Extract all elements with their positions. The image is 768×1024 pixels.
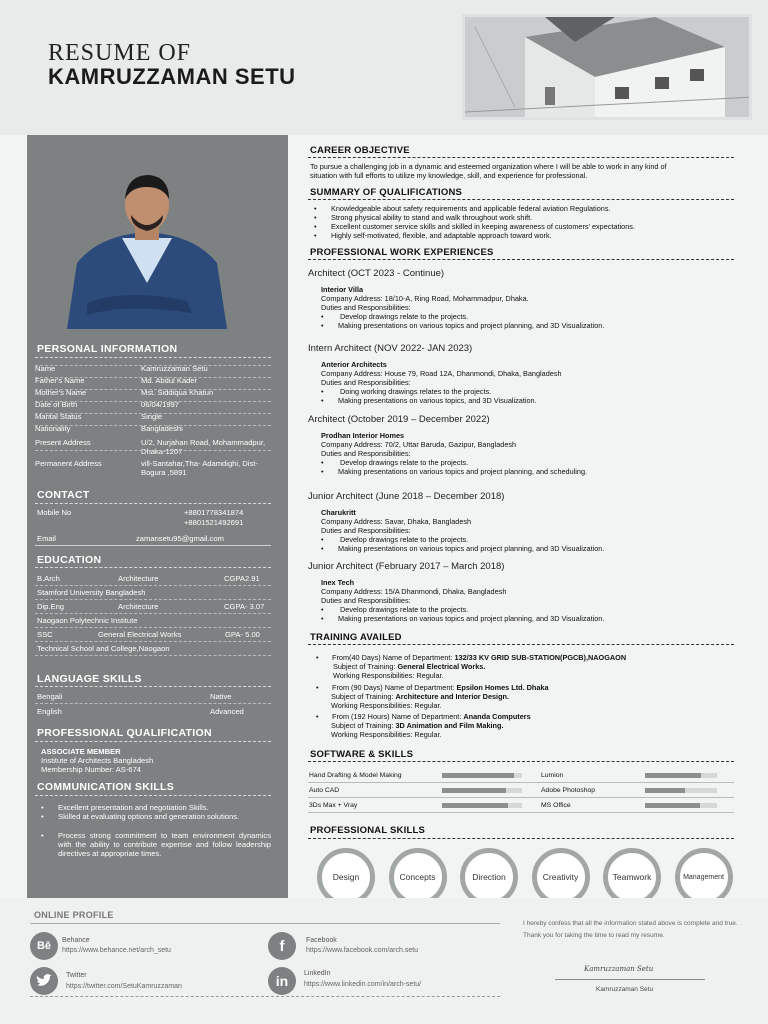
bullet: • (314, 213, 317, 222)
mobile-number-1: +8801778341874 (184, 508, 244, 517)
skill-level-fill (645, 803, 700, 808)
behance-link[interactable]: https://www.behance.net/arch_setu (62, 947, 171, 954)
job-title: Junior Architect (February 2017 – March 2018) (308, 561, 505, 572)
skill-level-bar (645, 773, 717, 778)
email-value[interactable]: zamansetu95@gmail.com (136, 534, 224, 543)
linkedin-label: LinkedIn (304, 970, 331, 977)
degree-result: CGPA- 3.07 (224, 602, 265, 611)
contact-heading: CONTACT (37, 489, 90, 501)
bullet: • (321, 544, 324, 553)
degree-result: GPA- 5.00 (225, 630, 260, 639)
field-value: Kamruzzaman Setu (141, 364, 208, 373)
objective-text: To pursue a challenging job in a dynamic and esteemed organization where I will be able to work in any kind of (310, 162, 667, 171)
skill-circle-concepts: Concepts (389, 848, 447, 906)
degree-name: Dip.Eng (37, 602, 65, 611)
institute-name: Technical School and College,Naogaon (37, 644, 170, 653)
duty-item: Develop drawings relate to the projects. (340, 458, 469, 467)
company-address: Company Address: House 79, Road 12A, Dhanmondi, Dhaka, Bangladesh (321, 369, 562, 378)
signer-name: Kamruzzaman Setu (596, 986, 654, 993)
subject-name: General Electrical Works. (397, 662, 486, 671)
bullet: • (321, 605, 324, 614)
communication-heading: COMMUNICATION SKILLS (37, 781, 175, 793)
row-divider (35, 627, 271, 628)
divider (35, 567, 271, 568)
facebook-link[interactable]: https://www.facebook.com/arch.setu (306, 947, 419, 954)
duties-label: Duties and Responsibilities: (321, 303, 411, 312)
field-label: Present Address (35, 438, 91, 447)
divider (35, 741, 271, 742)
software-name: MS Office (541, 802, 571, 809)
company-address: Company Address: 70/2, Uttar Baruda, Gazipur, Bangladesh (321, 440, 517, 449)
training-responsibility: Working Responsibilities: Regular. (331, 730, 442, 739)
duties-label: Duties and Responsibilities: (321, 449, 411, 458)
duty-item: Making presentations on various topics and project planning, and 3D Visualization. (338, 321, 605, 330)
communication-item: Process strong commitment to team environment dynamics with the ability to contribute expertise and follow leadership directives at appropriate times. (58, 831, 271, 858)
field-value: Mst. Siddiqua Khatun (141, 388, 214, 397)
skill-level-fill (442, 803, 508, 808)
summary-heading: SUMMARY OF QUALIFICATIONS (310, 187, 463, 198)
duty-item: Doing working drawings relates to the projects. (340, 387, 492, 396)
duty-item: Making presentations on various topics and project planning, and 3D Visualization. (338, 614, 605, 623)
degree-subject: General Electrical Works (98, 630, 182, 639)
divider (308, 199, 734, 200)
bullet: • (314, 204, 317, 213)
duties-label: Duties and Responsibilities: (321, 596, 411, 605)
membership-type: ASSOCIATE MEMBER (41, 747, 121, 756)
row-divider (35, 377, 271, 378)
department-label: From (192 Hours) Name of Department: (332, 712, 464, 721)
twitter-label: Twitter (66, 972, 87, 979)
institute-name: Naogaon Polytechnic Institute (37, 616, 138, 625)
objective-text: situation with full efforts to utilize my knowledge, skill, and experience for professional. (310, 171, 588, 180)
row-divider (35, 389, 271, 390)
divider (308, 259, 734, 260)
department-name: 132/33 KV GRID SUB-STATION(PGCB),NAOGAON (454, 653, 627, 662)
divider (35, 795, 271, 796)
summary-item: Highly self-motivated, flexible, and adaptable approach toward work. (331, 231, 552, 240)
resume-header (0, 0, 768, 135)
bullet: • (316, 712, 319, 721)
job-title: Intern Architect (NOV 2022- JAN 2023) (308, 343, 473, 354)
row-divider (308, 782, 734, 783)
row-divider (35, 641, 271, 642)
mobile-label: Mobile No (37, 508, 72, 517)
skill-circle-direction: Direction (460, 848, 518, 906)
training-subject (333, 662, 485, 671)
field-value: vill-Santahar,Tha- Adamdighi, Dist- Bogura ,5891 (141, 459, 258, 477)
row-divider (35, 613, 271, 614)
divider (30, 923, 500, 924)
software-name: Lumion (541, 772, 564, 779)
company-name: Anterior Architects (321, 360, 387, 369)
row-divider (35, 450, 271, 451)
training-responsibility: Working Responsibilities: Regular. (333, 671, 444, 680)
degree-subject: Architecture (118, 574, 159, 583)
training-department (332, 712, 531, 721)
subject-name: 3D Animation and Film Making. (395, 721, 504, 730)
bullet: • (314, 222, 317, 231)
degree-name: B.Arch (37, 574, 60, 583)
language-level: Native (210, 692, 232, 701)
facebook-icon[interactable]: f (268, 932, 296, 960)
summary-item: Knowledgeable about safety requirements and applicable federal aviation Regulations. (331, 204, 611, 213)
training-department (332, 683, 549, 692)
divider (35, 703, 271, 704)
department-name: Ananda Computers (463, 712, 531, 721)
row-divider (35, 599, 271, 600)
summary-item: Excellent customer service skills and skilled in keeping awareness of customers' expectations. (331, 222, 635, 231)
divider (35, 357, 271, 358)
duty-item: Develop drawings relate to the projects. (340, 605, 469, 614)
field-label: Marital Status (35, 412, 82, 421)
department-name: Epsilon Homes Ltd. Dhaka (456, 683, 549, 692)
duties-label: Duties and Responsibilities: (321, 526, 411, 535)
row-divider (35, 655, 271, 656)
prof-skills-heading: PROFESSIONAL SKILLS (310, 825, 425, 836)
title-prefix: RESUME OF (48, 40, 192, 66)
skill-level-fill (442, 773, 514, 778)
bullet: • (321, 387, 324, 396)
footer (0, 898, 768, 1024)
field-value: Md. Abdul Kader (141, 376, 198, 385)
department-label: From(40 Days) Name of Department: (332, 653, 455, 662)
language-name: English (37, 707, 62, 716)
training-heading: TRAINING AVAILED (310, 632, 402, 643)
bullet: • (41, 831, 44, 840)
objective-heading: CAREER OBJECTIVE (310, 145, 410, 156)
duty-item: Develop drawings relate to the projects. (340, 312, 469, 321)
software-name: 3Ds Max + Vray (309, 802, 358, 809)
membership-number: Membership Number: AS-674 (41, 765, 142, 774)
row-divider (308, 797, 734, 798)
candidate-name: KAMRUZZAMAN SETU (48, 64, 296, 89)
degree-name: SSC (37, 630, 53, 639)
field-label: Nationality (35, 424, 71, 433)
skill-level-bar (442, 803, 522, 808)
skill-level-fill (645, 773, 701, 778)
skill-circle-creativity: Creativity (532, 848, 590, 906)
divider (35, 686, 271, 687)
twitter-link[interactable]: https://twitter.com/SetuKamruzzaman (66, 983, 182, 990)
field-value: Single (141, 412, 163, 421)
skill-level-bar (442, 773, 522, 778)
duties-label: Duties and Responsibilities: (321, 378, 411, 387)
row-divider (308, 812, 734, 813)
facebook-label: Facebook (306, 937, 337, 944)
subject-label: Subject of Training: (331, 692, 396, 701)
signature-image: Kamruzzaman Setu (584, 965, 654, 973)
divider (308, 761, 734, 762)
personal-info-heading: PERSONAL INFORMATION (37, 343, 178, 355)
main-content (300, 135, 740, 898)
behance-icon[interactable]: Bē (30, 932, 58, 960)
divider (35, 545, 271, 546)
bullet: • (321, 614, 324, 623)
language-level: Advanced (210, 707, 244, 716)
divider (35, 503, 271, 504)
department-label: From (90 Days) Name of Department: (332, 683, 457, 692)
company-address: Company Address: Savar, Dhaka, Bangladesh (321, 517, 472, 526)
linkedin-link[interactable]: https://www.linkedin.com/in/arch-setu/ (304, 981, 422, 988)
skill-level-bar (645, 788, 717, 793)
institute-name: Institute of Architects Bangladesh (41, 756, 154, 765)
software-name: Hand Drafting & Model Making (309, 772, 402, 779)
education-heading: EDUCATION (37, 554, 102, 566)
field-label: Date of Birth (35, 400, 78, 409)
skill-level-fill (645, 788, 685, 793)
duty-item: Making presentations on various topics, and 3D Visualization. (338, 396, 537, 405)
row-divider (35, 585, 271, 586)
degree-result: CGPA2.91 (224, 574, 260, 583)
company-address: Company Address: 15/A Dhanmondi, Dhaka, Bangladesh (321, 587, 507, 596)
skill-circle-teamwork: Teamwork (603, 848, 661, 906)
work-heading: PROFESSIONAL WORK EXPERIENCES (310, 247, 494, 258)
skill-level-bar (442, 788, 522, 793)
field-label: Permanent Address (35, 459, 102, 468)
company-name: Charukritt (321, 508, 356, 517)
email-label: Email (37, 534, 56, 543)
bullet: • (321, 312, 324, 321)
row-divider (35, 365, 271, 366)
duty-item: Develop drawings relate to the projects. (340, 535, 469, 544)
field-label: Father's Name (35, 376, 85, 385)
prof-qualification-heading: PROFESSIONAL QUALIFICATION (37, 727, 212, 739)
skill-level-fill (442, 788, 506, 793)
training-responsibility: Working Responsibilities: Regular. (331, 701, 442, 710)
field-value: U/2, Nurjahan Road, Mohammadpur, Dhaka-1207 (141, 438, 266, 456)
training-subject (331, 721, 503, 730)
behance-label: Behance (62, 937, 90, 944)
bullet: • (321, 458, 324, 467)
software-name: Auto CAD (309, 787, 340, 794)
company-name: Prodhan Interior Homes (321, 431, 405, 440)
sidebar (27, 135, 288, 898)
training-subject (331, 692, 509, 701)
bullet: • (41, 803, 44, 812)
company-name: Interior Villa (321, 285, 364, 294)
skill-level-bar (645, 803, 717, 808)
duty-item: Making presentations on various topics and project planning, and scheduling. (338, 467, 588, 476)
training-department (332, 653, 626, 662)
bullet: • (321, 321, 324, 330)
subject-label: Subject of Training: (331, 721, 396, 730)
job-title: Architect (OCT 2023 - Continue) (308, 268, 445, 279)
bullet: • (321, 535, 324, 544)
company-name: Inex Tech (321, 578, 355, 587)
signature-line (555, 979, 705, 980)
language-name: Bengali (37, 692, 63, 701)
software-name: Adobe Photoshop (541, 787, 596, 794)
row-divider (35, 413, 271, 414)
communication-item: Excellent presentation and negotiation Skills. (58, 803, 209, 812)
summary-item: Strong physical ability to stand and walk throughout work shift. (331, 213, 533, 222)
linkedin-icon[interactable]: in (268, 967, 296, 995)
degree-subject: Architecture (118, 602, 159, 611)
divider (308, 838, 734, 839)
mobile-number-2: +8801521492691 (184, 518, 244, 527)
job-title: Junior Architect (June 2018 – December 2018) (308, 491, 505, 502)
field-value: Bangladeshi (141, 424, 183, 433)
row-divider (35, 425, 271, 426)
divider (308, 157, 734, 158)
field-label: Name (35, 364, 56, 373)
house-sketch-image (462, 14, 752, 120)
company-address: Company Address: 18/10-A, Ring Road, Mohammadpur, Dhaka. (321, 294, 529, 303)
software-heading: SOFTWARE & SKILLS (310, 749, 414, 760)
skill-circle-management: Management (675, 848, 733, 906)
twitter-icon[interactable] (30, 967, 58, 995)
duty-item: Making presentations on various topics and project planning, and 3D Visualization. (338, 544, 605, 553)
bullet: • (321, 467, 324, 476)
skill-circle-design: Design (317, 848, 375, 906)
online-profile-heading: ONLINE PROFILE (34, 910, 114, 920)
bullet: • (321, 396, 324, 405)
bullet: • (314, 231, 317, 240)
communication-item: Skilled at evaluating options and generation solutions. (58, 812, 240, 821)
subject-label: Subject of Training: (333, 662, 398, 671)
job-title: Architect (October 2019 – December 2022) (308, 414, 490, 425)
divider (30, 996, 500, 997)
institute-name: Stamford University Bangladesh (37, 588, 146, 597)
bullet: • (41, 812, 44, 821)
declaration-text: I hereby confess that all the information stated above is complete and true. Thank you for taking the time to read my resume. (523, 920, 738, 939)
field-label: Mother's Name (35, 388, 87, 397)
divider (308, 644, 734, 645)
field-value: 06/04/1997 (141, 400, 180, 409)
subject-name: Architecture and Interior Design. (395, 692, 510, 701)
bullet: • (316, 653, 319, 662)
profile-photo (67, 163, 227, 329)
language-heading: LANGUAGE SKILLS (37, 673, 142, 685)
bullet: • (316, 683, 319, 692)
row-divider (35, 401, 271, 402)
